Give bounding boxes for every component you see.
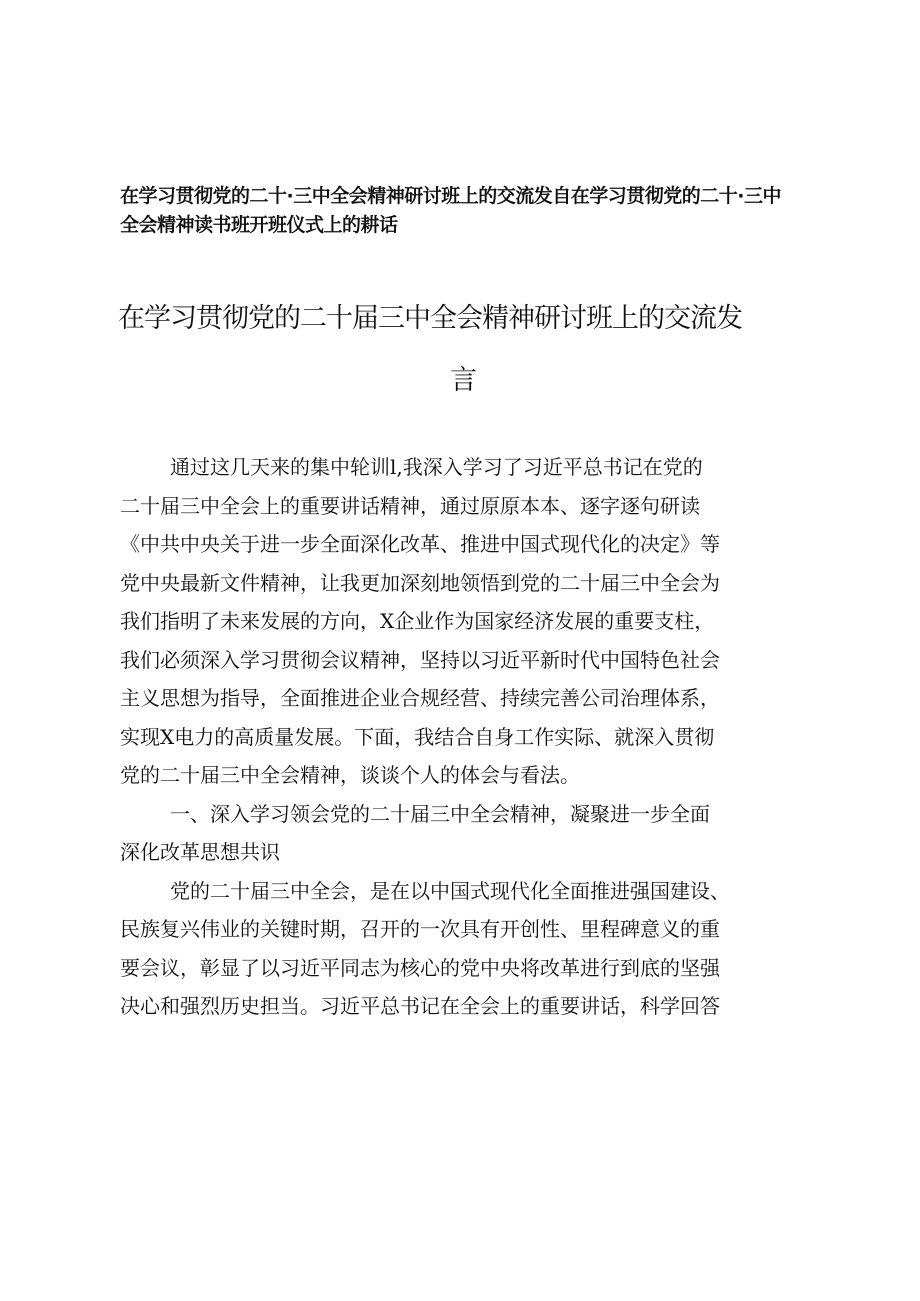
- header-caption-line-1: 在学习贯彻党的二十·三中全会精神研讨班上的交流发自在学习贯彻党的二十·三中: [120, 185, 781, 207]
- body-line: 我们必须深入学习贯彻会议精神，坚持以习近平新时代中国特色社会: [120, 647, 720, 672]
- body-line: 通过这几天来的集中轮训l,我深入学习了习近平总书记在党的: [170, 455, 703, 479]
- body-line: 我们指明了未来发展的方向，X企业作为国家经济发展的重要支柱，: [120, 609, 715, 633]
- header-caption: [120, 182, 820, 240]
- body-line: 决心和强烈历史担当。习近平总书记在全会上的重要讲话，科学回答: [120, 994, 720, 1018]
- body-line: 二十届三中全会上的重要讲话精神，通过原原本本、逐字逐句研读: [120, 493, 700, 518]
- body-line: 党的二十届三中全会精神，谈谈个人的体会与看法。: [120, 763, 580, 787]
- section-heading-line: 一、深入学习领会党的二十届三中全会精神，凝聚进一步全面: [170, 801, 710, 826]
- body-line: 党的二十届三中全会，是在以中国式现代化全面推进强国建设、: [170, 878, 730, 903]
- body-line: 《中共中央关于进一步全面深化改革、推进中国式现代化的决定》等: [120, 532, 720, 556]
- document-title-line-1: 在学习贯彻党的二十届三中全会精神研讨班上的交流发: [118, 303, 742, 334]
- document-body: [120, 448, 810, 1026]
- header-caption-line-2: 全会精神读书班开班仪式上的耕话: [120, 214, 398, 236]
- body-line: 要会议，彰显了以习近平同志为核心的党中央将改革进行到底的坚强: [120, 955, 720, 980]
- body-line: 党中央最新文件精神，让我更加深刻地领悟到党的二十届三中全会为: [120, 570, 720, 595]
- document-title: [118, 288, 818, 412]
- body-line: 实现X电力的高质量发展。下面，我结合自身工作实际、就深入贯彻: [120, 724, 715, 749]
- document-title-line-2: 言: [450, 365, 476, 396]
- body-line: 主义思想为指导，全面推进企业合规经营、持续完善公司治理体系，: [120, 686, 720, 710]
- section-heading-line: 深化改革思想共识: [120, 840, 280, 864]
- body-line: 民族复兴伟业的关键时期，召开的一次具有开创性、里程碑意义的重: [120, 917, 720, 941]
